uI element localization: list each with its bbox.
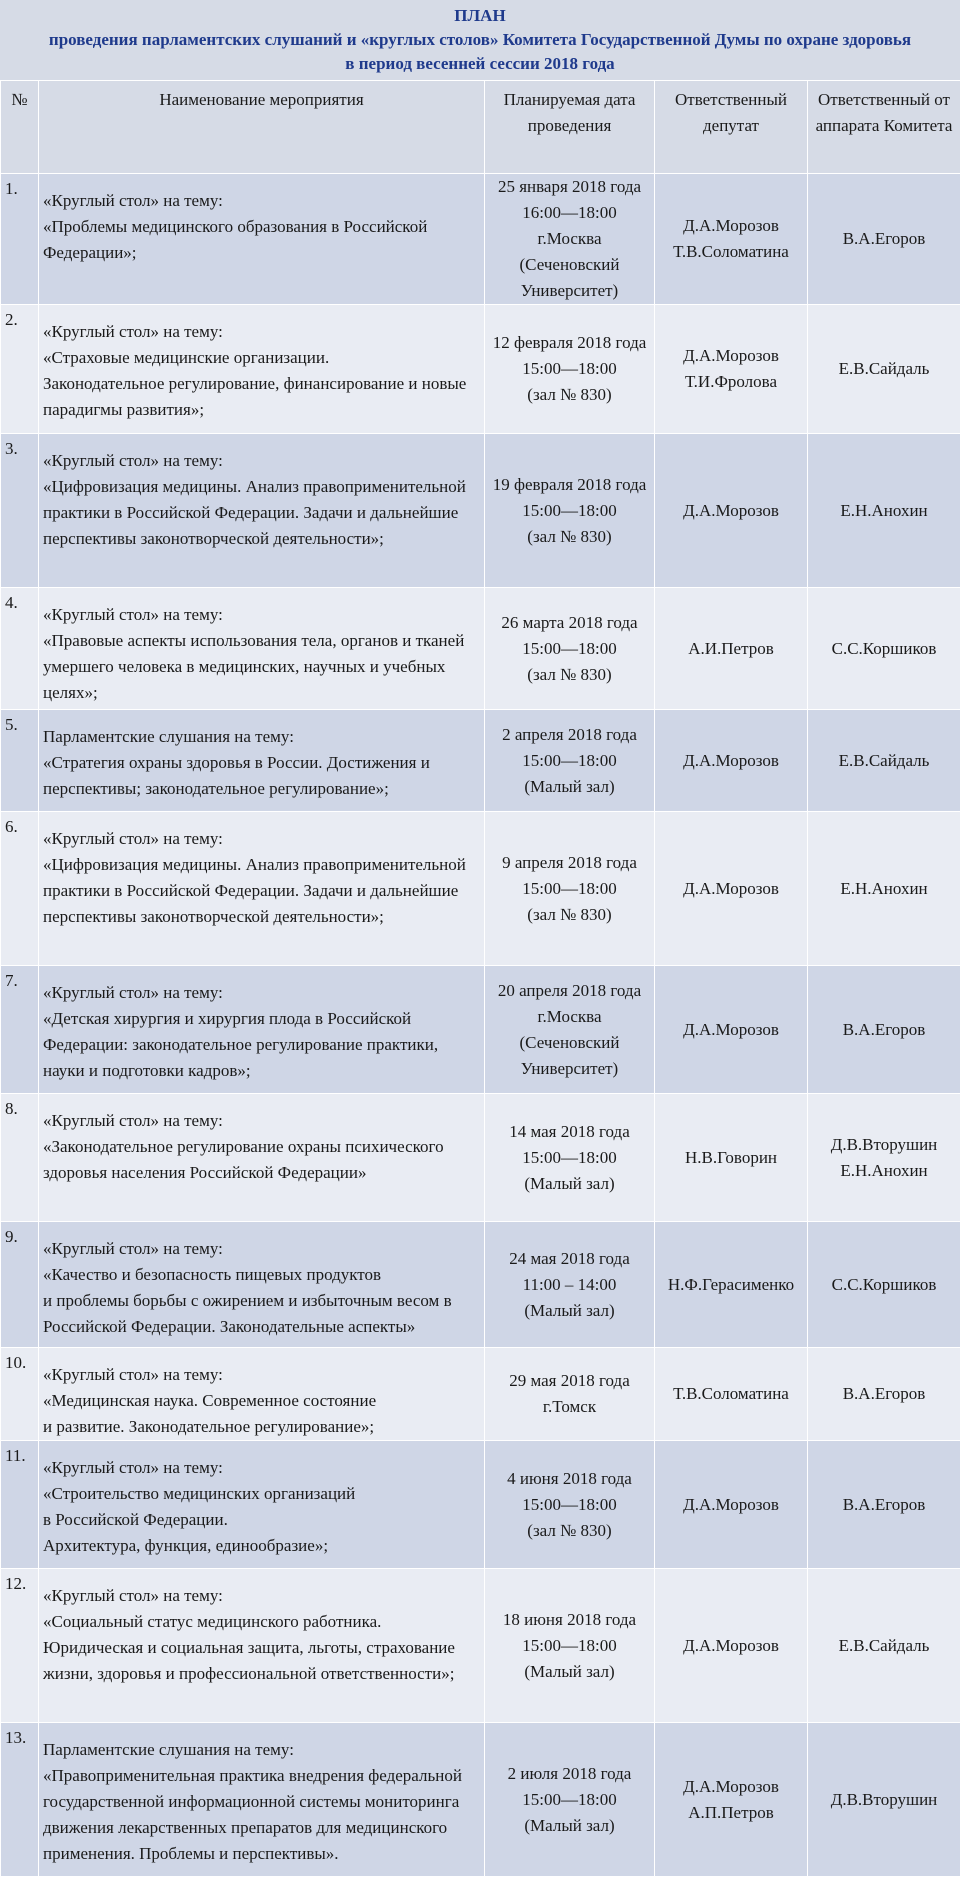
event-date-line: 15:00—18:00 — [522, 1635, 617, 1655]
event-date-line: (Сеченовский Университет) — [519, 255, 620, 300]
responsible-deputy — [655, 1094, 808, 1222]
table-row — [1, 434, 960, 588]
event-date-line: 2 апреля 2018 года — [502, 724, 637, 744]
event-name — [39, 434, 485, 588]
event-date-line: 15:00—18:00 — [522, 750, 617, 770]
event-name — [39, 1723, 485, 1877]
event-name-line: «Круглый стол» на тему: — [43, 322, 223, 341]
event-date-line: 15:00—18:00 — [522, 1789, 617, 1809]
responsible-deputy — [655, 1348, 808, 1441]
responsible-staff — [808, 1441, 960, 1569]
responsible-deputy-line: Д.А.Морозов — [683, 1019, 779, 1039]
event-name-line: Законодательное регулирование, финансирование и новые парадигмы развития»; — [43, 374, 467, 419]
responsible-staff-line: Е.Н.Анохин — [840, 1160, 928, 1180]
table-row — [1, 710, 960, 812]
event-date — [485, 434, 655, 588]
event-date-line: 26 марта 2018 года — [501, 612, 638, 632]
row-number: 13. — [1, 1723, 39, 1877]
responsible-staff — [808, 812, 960, 966]
responsible-deputy — [655, 434, 808, 588]
event-date-line: (Малый зал) — [524, 1173, 615, 1193]
event-name-line: «Круглый стол» на тему: — [43, 451, 223, 470]
event-name — [39, 710, 485, 812]
event-date-line: 15:00—18:00 — [522, 1147, 617, 1167]
row-number: 10. — [1, 1348, 39, 1441]
table-row — [1, 1441, 960, 1569]
event-date-line: 19 февраля 2018 года — [492, 474, 647, 494]
header-date: Планируемая дата проведения — [485, 81, 655, 174]
responsible-staff-line: В.А.Егоров — [842, 1494, 926, 1514]
row-number: 1. — [1, 174, 39, 305]
table-row — [1, 1348, 960, 1441]
event-name-line: «Правовые аспекты использования тела, органов и тканей умершего человека в медицинских, научных и учебных целях»; — [43, 631, 465, 702]
event-name-line: «Медицинская наука. Современное состояние — [43, 1391, 377, 1410]
responsible-deputy-line: Н.В.Говорин — [684, 1147, 778, 1167]
header-name: Наименование мероприятия — [39, 81, 485, 174]
responsible-staff-line: Е.Н.Анохин — [840, 878, 928, 898]
event-name-line: «Круглый стол» на тему: — [43, 983, 223, 1002]
event-name-line: «Цифровизация медицины. Анализ правоприменительной практики в Российской Федерации. Задачи и дальнейшие перспективы законотворческой деятельности»; — [43, 477, 466, 548]
responsible-staff-line: В.А.Егоров — [842, 1019, 926, 1039]
event-date — [485, 1094, 655, 1222]
event-date-line: 24 мая 2018 года — [509, 1248, 630, 1268]
event-date-line: (Малый зал) — [524, 1815, 615, 1835]
event-name — [39, 1094, 485, 1222]
event-name-line: «Строительство медицинских организаций — [43, 1484, 356, 1503]
row-number: 3. — [1, 434, 39, 588]
event-date-line: 15:00—18:00 — [522, 638, 617, 658]
event-name-line: и проблемы борьбы с ожирением и избыточным весом в Российской Федерации. Законодательные аспекты» — [43, 1291, 452, 1336]
event-date-line: (зал № 830) — [527, 904, 612, 924]
responsible-deputy — [655, 174, 808, 305]
event-name-line: «Страховые медицинские организации. — [43, 348, 330, 367]
responsible-deputy — [655, 812, 808, 966]
event-date-line: (Малый зал) — [524, 1300, 615, 1320]
row-number: 9. — [1, 1222, 39, 1348]
table-header-row — [1, 81, 960, 174]
event-name — [39, 1348, 485, 1441]
responsible-staff — [808, 1348, 960, 1441]
event-name-line: «Круглый стол» на тему: — [43, 1111, 223, 1130]
event-name-line: «Правоприменительная практика внедрения федеральной государственной информационной системы мониторинга движения лекарственных препаратов для медицинского применения. Проблемы и перспективы». — [43, 1766, 462, 1863]
responsible-staff — [808, 305, 960, 434]
event-name — [39, 1569, 485, 1723]
event-name-line: «Круглый стол» на тему: — [43, 1458, 223, 1477]
responsible-deputy — [655, 1723, 808, 1877]
event-name-line: «Круглый стол» на тему: — [43, 1365, 223, 1384]
responsible-deputy-line: Д.А.Морозов — [683, 1776, 779, 1796]
event-date-line: 15:00—18:00 — [522, 359, 617, 378]
event-date-line: г.Томск — [542, 1397, 597, 1416]
event-date — [485, 1441, 655, 1569]
responsible-deputy — [655, 1569, 808, 1723]
responsible-deputy-line: Д.А.Морозов — [683, 216, 779, 235]
document-title: ПЛАН — [454, 6, 506, 25]
event-name-line: Архитектура, функция, единообразие»; — [43, 1536, 329, 1555]
event-name-line: в Российской Федерации. — [43, 1510, 228, 1529]
table-row — [1, 1094, 960, 1222]
responsible-deputy — [655, 1441, 808, 1569]
document-subtitle-period: в период весенней сессии 2018 года — [345, 54, 615, 73]
event-name — [39, 1441, 485, 1569]
event-name-line: «Цифровизация медицины. Анализ правоприменительной практики в Российской Федерации. Задачи и дальнейшие перспективы законотворческой деятельности»; — [43, 855, 466, 926]
event-name-line: «Проблемы медицинского образования в Российской Федерации»; — [43, 217, 428, 262]
row-number: 11. — [1, 1441, 39, 1569]
responsible-staff-line: В.А.Егоров — [842, 1384, 926, 1403]
event-name-line: «Стратегия охраны здоровья в России. Достижения и перспективы; законодательное регулирование»; — [43, 753, 430, 798]
document-title-block — [0, 0, 960, 80]
event-date-line: 15:00—18:00 — [522, 1494, 617, 1514]
event-name-line: «Законодательное регулирование охраны психического здоровья населения Российской Федерации» — [43, 1137, 444, 1182]
table-row — [1, 1723, 960, 1877]
responsible-staff — [808, 434, 960, 588]
event-date-line: 12 февраля 2018 года — [492, 333, 647, 352]
event-date — [485, 1723, 655, 1877]
events-plan-table — [0, 80, 960, 1877]
responsible-staff — [808, 966, 960, 1094]
event-name-line: «Круглый стол» на тему: — [43, 1239, 223, 1258]
event-name-line: «Качество и безопасность пищевых продуктов — [43, 1265, 382, 1284]
responsible-staff — [808, 1094, 960, 1222]
event-date-line: 9 апреля 2018 года — [502, 852, 637, 872]
responsible-staff-line: Д.В.Вторушин — [830, 1789, 938, 1809]
event-name-line: «Социальный статус медицинского работника. Юридическая и социальная защита, льготы, страхование жизни, здоровья и профессиональной ответственности»; — [43, 1612, 455, 1683]
event-name-line: «Круглый стол» на тему: — [43, 1586, 223, 1605]
responsible-deputy-line: А.П.Петров — [688, 1802, 774, 1822]
responsible-deputy-line: Д.А.Морозов — [683, 1635, 779, 1655]
responsible-deputy-line: Д.А.Морозов — [683, 750, 779, 770]
event-date-line: 15:00—18:00 — [522, 878, 617, 898]
event-date-line: 20 апреля 2018 года — [497, 980, 642, 1000]
responsible-deputy — [655, 710, 808, 812]
event-date — [485, 1569, 655, 1723]
event-date — [485, 305, 655, 434]
event-date-line: (зал № 830) — [527, 1520, 612, 1540]
event-name-line: Парламентские слушания на тему: — [43, 1740, 294, 1759]
event-date-line: 15:00—18:00 — [522, 500, 617, 520]
responsible-staff — [808, 174, 960, 305]
event-date-line: 25 января 2018 года — [497, 177, 642, 196]
responsible-staff-line: С.С.Коршиков — [831, 638, 937, 658]
responsible-deputy-line: Д.А.Морозов — [683, 878, 779, 898]
table-row — [1, 1222, 960, 1348]
event-name — [39, 305, 485, 434]
responsible-deputy-line: А.И.Петров — [688, 638, 774, 658]
event-name — [39, 812, 485, 966]
event-date — [485, 710, 655, 812]
responsible-deputy-line: Т.И.Фролова — [685, 372, 777, 391]
responsible-deputy — [655, 966, 808, 1094]
responsible-staff — [808, 1222, 960, 1348]
header-num: № — [1, 81, 39, 174]
table-row — [1, 812, 960, 966]
header-staff: Ответственный от аппарата Комитета — [808, 81, 960, 174]
responsible-deputy-line: Д.А.Морозов — [683, 1494, 779, 1514]
table-row — [1, 966, 960, 1094]
responsible-staff — [808, 710, 960, 812]
row-number: 7. — [1, 966, 39, 1094]
event-date-line: г.Москва — [537, 229, 602, 248]
event-date-line: (Малый зал) — [524, 776, 615, 796]
event-date — [485, 812, 655, 966]
document-subtitle: проведения парламентских слушаний и «круглых столов» Комитета Государственной Думы по охране здоровья — [48, 30, 912, 49]
responsible-deputy-line: Д.А.Морозов — [683, 500, 779, 520]
event-date-line: г.Москва — [537, 1006, 602, 1026]
table-row — [1, 588, 960, 710]
event-name-line: Парламентские слушания на тему: — [43, 727, 294, 746]
event-date-line: 16:00—18:00 — [522, 203, 617, 222]
table-body — [1, 174, 960, 1877]
responsible-staff-line: Е.В.Сайдаль — [838, 1635, 930, 1655]
row-number: 6. — [1, 812, 39, 966]
responsible-staff-line: Д.В.Вторушин — [830, 1134, 938, 1154]
responsible-deputy — [655, 588, 808, 710]
row-number: 12. — [1, 1569, 39, 1723]
responsible-staff-line: Е.В.Сайдаль — [838, 359, 930, 378]
responsible-deputy-line: Н.Ф.Герасименко — [667, 1274, 795, 1294]
responsible-staff — [808, 588, 960, 710]
event-date-line: 2 июля 2018 года — [507, 1763, 632, 1783]
row-number: 2. — [1, 305, 39, 434]
event-name — [39, 174, 485, 305]
responsible-staff — [808, 1569, 960, 1723]
event-date-line: (зал № 830) — [527, 664, 612, 684]
event-date-line: 18 июня 2018 года — [502, 1609, 637, 1629]
event-date-line: (зал № 830) — [527, 385, 612, 404]
header-deputy: Ответственный депутат — [655, 81, 808, 174]
row-number: 8. — [1, 1094, 39, 1222]
table-row — [1, 174, 960, 305]
table-row — [1, 305, 960, 434]
responsible-staff-line: Е.Н.Анохин — [840, 500, 928, 520]
responsible-deputy — [655, 1222, 808, 1348]
event-date-line: 11:00 – 14:00 — [522, 1274, 617, 1294]
event-name-line: «Круглый стол» на тему: — [43, 191, 223, 210]
responsible-deputy-line: Т.В.Соломатина — [673, 242, 789, 261]
event-date-line: (Малый зал) — [524, 1661, 615, 1681]
event-date — [485, 588, 655, 710]
event-name-line: «Круглый стол» на тему: — [43, 605, 223, 624]
event-date-line: 29 мая 2018 года — [509, 1371, 630, 1390]
event-date — [485, 174, 655, 305]
row-number: 5. — [1, 710, 39, 812]
responsible-staff-line: В.А.Егоров — [842, 229, 926, 248]
event-date — [485, 1222, 655, 1348]
event-name — [39, 1222, 485, 1348]
event-date-line: (Сеченовский Университет) — [519, 1032, 620, 1078]
table-row — [1, 1569, 960, 1723]
responsible-deputy — [655, 305, 808, 434]
row-number: 4. — [1, 588, 39, 710]
event-name — [39, 966, 485, 1094]
event-name-line: и развитие. Законодательное регулирование»; — [43, 1417, 375, 1436]
event-date-line: (зал № 830) — [527, 526, 612, 546]
responsible-deputy-line: Т.В.Соломатина — [673, 1384, 789, 1403]
event-date-line: 14 мая 2018 года — [509, 1121, 630, 1141]
responsible-staff-line: С.С.Коршиков — [831, 1274, 937, 1294]
event-date — [485, 966, 655, 1094]
responsible-deputy-line: Д.А.Морозов — [683, 346, 779, 365]
responsible-staff-line: Е.В.Сайдаль — [838, 750, 930, 770]
event-date-line: 4 июня 2018 года — [507, 1468, 632, 1488]
responsible-staff — [808, 1723, 960, 1877]
event-date — [485, 1348, 655, 1441]
event-name-line: «Круглый стол» на тему: — [43, 829, 223, 848]
event-name — [39, 588, 485, 710]
event-name-line: «Детская хирургия и хирургия плода в Российской Федерации: законодательное регулирование практики, науки и подготовки кадров»; — [43, 1009, 439, 1080]
